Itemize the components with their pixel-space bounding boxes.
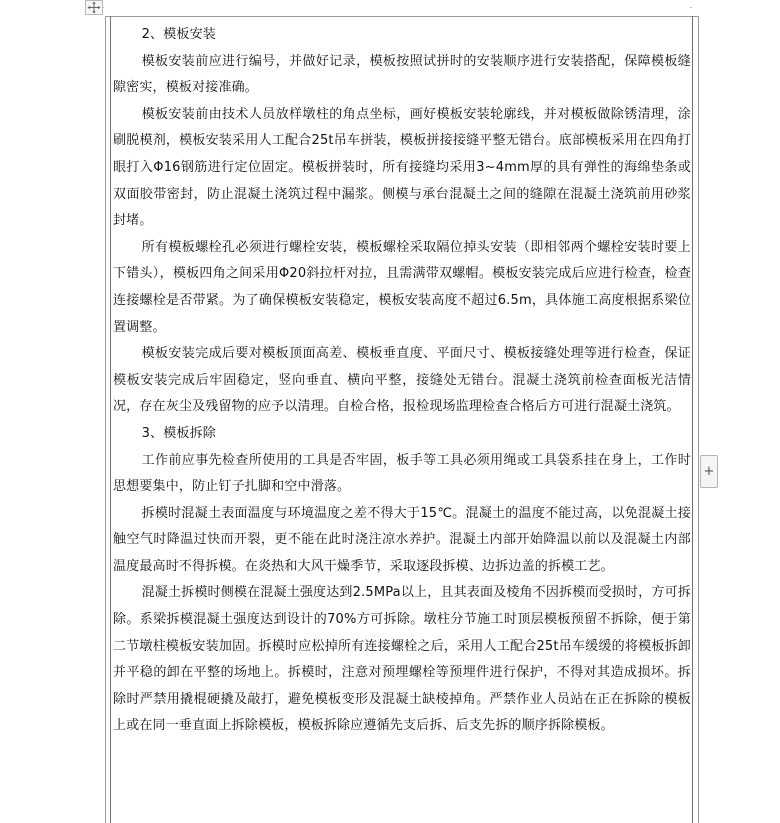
paragraph: 拆模时混凝土表面温度与环境温度之差不得大于15℃。混凝土的温度不能过高，以免混凝土接触空气时降温过快而开裂，更不能在此时浇注凉水养护。混凝土内部开始降温以前以及混凝土内部温度最高时不得拆模。在炎热和大风干燥季节，采取逐段拆模、边拆边盖的拆模工艺。 bbox=[113, 505, 691, 574]
margin-corner-mark-right bbox=[690, 7, 692, 8]
add-row-button[interactable]: + bbox=[700, 455, 718, 488]
document-body[interactable] bbox=[113, 22, 691, 740]
section-heading: 3、模板拆除 bbox=[141, 425, 216, 441]
paragraph: 所有模板螺栓孔必须进行螺栓安装，模板螺栓采取隔位掉头安装（即相邻两个螺栓安装时要上下错头），模板四角之间采用Φ20斜拉杆对拉，且需满带双螺帽。模板安装完成后应进行检查，检查连接螺栓是否带紧。为了确保模板安装稳定，模板安装高度不超过6.5m，具体施工高度根据系梁位置调整。 bbox=[113, 239, 691, 335]
table-left-border bbox=[105, 16, 106, 823]
paragraph: 模板安装前由技术人员放样墩柱的角点坐标，画好模板安装轮廓线，并对模板做除锈清理，涂刷脱模剂，模板安装采用人工配合25t吊车拼装，模板拼接接缝平整无错台。底部模板采用在四角打眼打入Φ16钢筋进行定位固定。模板拼装时，所有接缝均采用3~4mm厚的具有弹性的海绵垫条或双面胶带密封，防止混凝土浇筑过程中漏浆。侧模与承台混凝土之间的缝隙在混凝土浇筑前用砂浆封堵。 bbox=[113, 106, 691, 229]
table-move-handle[interactable] bbox=[85, 0, 103, 15]
paragraph: 混凝土拆模时侧模在混凝土强度达到2.5MPa以上，且其表面及棱角不因拆模而受损时，方可拆除。系梁拆模混凝土强度达到设计的70%方可拆除。墩柱分节施工时顶层模板预留不拆除，便于第二节墩柱模板安装加固。拆模时应松掉所有连接螺栓之后，采用人工配合25t吊车缓缓的将模板拆卸并平稳的卸在平整的场地上。拆模时，注意对预埋螺栓等预埋件进行保护，不得对其造成损坏。拆除时严禁用撬棍硬撬及敲打，避免模板变形及混凝土缺棱掉角。严禁作业人员站在正在拆除的模板上或在同一垂直面上拆除模板，模板拆除应遵循先支后拆、后支先拆的顺序拆除模板。 bbox=[113, 585, 691, 734]
margin-corner-mark bbox=[102, 7, 104, 8]
paragraph: 模板安装前应进行编号，并做好记录，模板按照试拼时的安装顺序进行安装搭配，保障模板缝隙密实，模板对接准确。 bbox=[113, 53, 691, 96]
paragraph: 模板安装完成后要对模板顶面高差、模板垂直度、平面尺寸、模板接缝处理等进行检查，保证模板安装完成后牢固稳定，竖向垂直、横向平整，接缝处无错台。混凝土浇筑前检查面板光洁情况，存在灰尘及残留物的应予以清理。自检合格，报检现场监理检查合格后方可进行混凝土浇筑。 bbox=[113, 346, 691, 415]
section-heading: 2、模板安装 bbox=[141, 27, 216, 42]
move-arrows-icon bbox=[86, 1, 102, 14]
table-right-border bbox=[698, 16, 699, 823]
paragraph: 工作前应事先检查所使用的工具是否牢固，板手等工具必须用绳或工具袋系挂在身上，工作时思想要集中，防止钉子扎脚和空中滑落。 bbox=[113, 452, 691, 495]
